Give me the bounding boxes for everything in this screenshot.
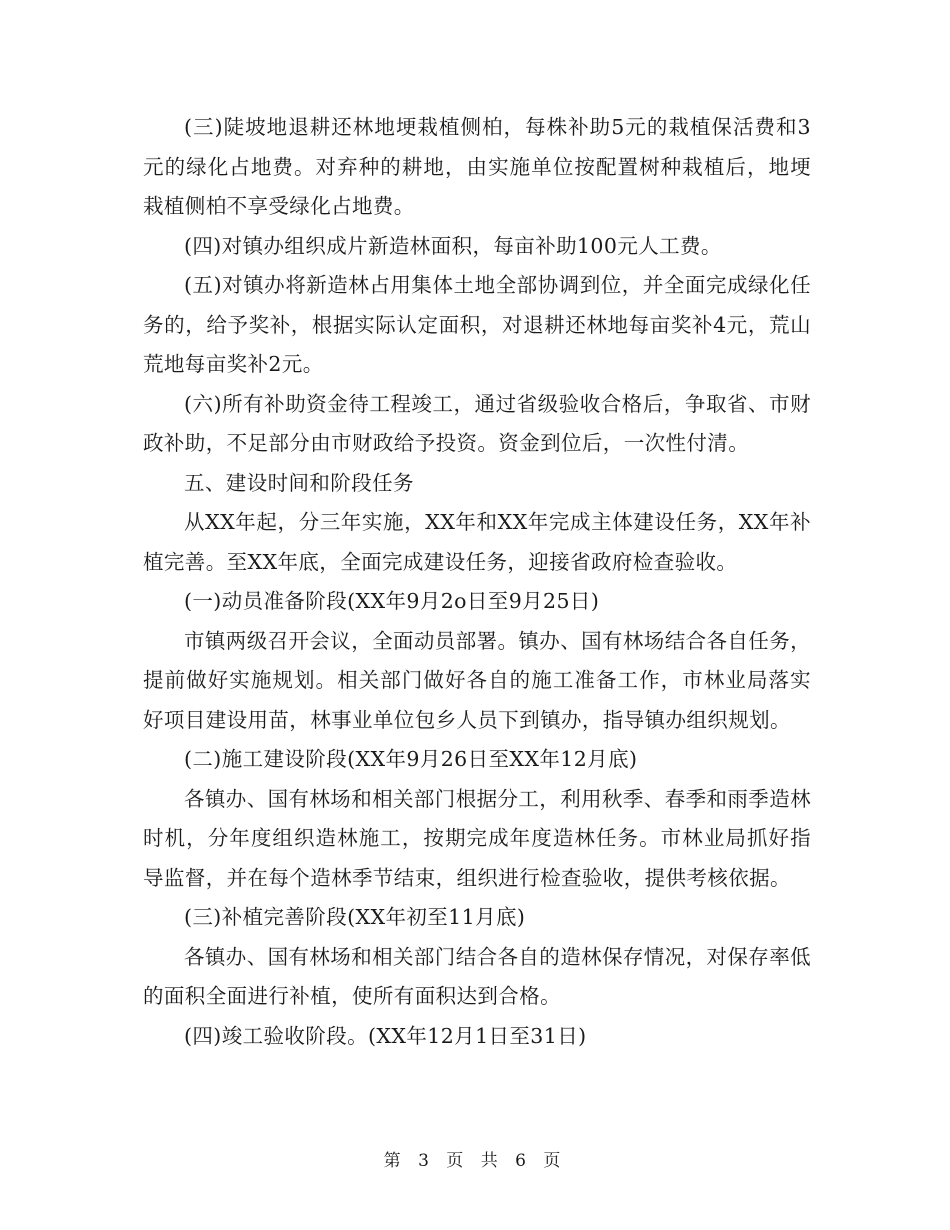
stage-heading-3: (三)补植完善阶段(XX年初至11月底) [184, 905, 526, 929]
stage-heading-4: (四)竣工验收阶段。(XX年12月1日至31日) [184, 1023, 587, 1048]
stage-heading-1: (一)动员准备阶段(XX年9月2o日至9月25日) [184, 589, 600, 613]
paragraph-stage-2: 各镇办、国有林场和相关部门根据分工，利用秋季、春季和雨季造林时机，分年度组织造林施工，按期完成年度造林任务。市林业局抓好指导监督，并在每个造林季节结束，组织进行检查验收，提供考核依据。 [143, 786, 811, 890]
page-number-footer: 第 3 页 共 6 页 [383, 1151, 567, 1171]
paragraph-schedule-overview: 从XX年起，分三年实施，XX年和XX年完成主体建设任务，XX年补植完善。至XX年底，全面完成建设任务，迎接省政府检查验收。 [143, 510, 811, 574]
document-body [143, 108, 811, 1056]
paragraph-stage-3: 各镇办、国有林场和相关部门结合各自的造林保存情况，对保存率低的面积全面进行补植，使所有面积达到合格。 [143, 944, 811, 1008]
paragraph-stage-1: 市镇两级召开会议，全面动员部署。镇办、国有林场结合各自任务，提前做好实施规划。相关部门做好各自的施工准备工作，市林业局落实好项目建设用苗，林事业单位包乡人员下到镇办，指导镇办组织规划。 [143, 628, 811, 732]
stage-heading-2: (二)施工建设阶段(XX年9月26日至XX年12月底) [184, 747, 638, 771]
paragraph-subsidy-4: (四)对镇办组织成片新造林面积，每亩补助100元人工费。 [184, 233, 722, 258]
paragraph-subsidy-3: (三)陡坡地退耕还林地埂栽植侧柏，每株补助5元的栽植保活费和3元的绿化占地费。对弃种的耕地，由实施单位按配置树种栽植后，地埂栽植侧柏不享受绿化占地费。 [143, 115, 811, 218]
paragraph-subsidy-5: (五)对镇办将新造林占用集体土地全部协调到位，并全面完成绿化任务的，给予奖补，根据实际认定面积，对退耕还林地每亩奖补4元，荒山荒地每亩奖补2元。 [143, 273, 811, 376]
paragraph-subsidy-6: (六)所有补助资金待工程竣工，通过省级验收合格后，争取省、市财政补助，不足部分由市财政给予投资。资金到位后，一次性付清。 [143, 391, 811, 455]
section-heading-schedule: 五、建设时间和阶段任务 [184, 470, 414, 495]
